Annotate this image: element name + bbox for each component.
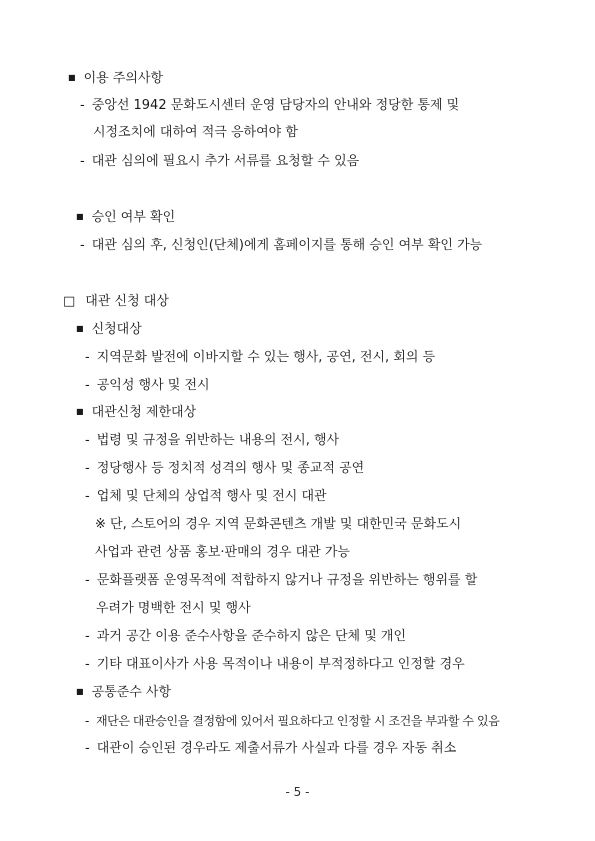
list-item: - 법령 및 규정을 위반하는 내용의 전시, 행사	[85, 433, 340, 448]
square-bullet-icon: ■	[76, 212, 84, 221]
square-bullet-icon: ■	[76, 407, 84, 416]
list-item: - 중앙선 1942 문화도시센터 운영 담당자의 안내와 정당한 통제 및	[80, 98, 460, 113]
square-bullet-icon: ■	[68, 73, 76, 82]
list-item: - 업체 및 단체의 상업적 행사 및 전시 대관	[85, 489, 327, 504]
box-bullet-icon: □	[63, 294, 76, 309]
list-item: - 과거 공간 이용 준수사항을 준수하지 않은 단체 및 개인	[85, 629, 407, 644]
square-bullet-icon: ■	[76, 324, 84, 333]
page-number: - 5 -	[285, 785, 310, 799]
section-heading-usage: ■ 이용 주의사항	[68, 71, 164, 86]
list-item: - 지역문화 발전에 이바지할 수 있는 행사, 공연, 전시, 회의 등	[85, 350, 436, 365]
subsection-heading-eligible: ■ 신청대상	[76, 322, 142, 337]
list-item: - 대관이 승인된 경우라도 제출서류가 사실과 다를 경우 자동 취소	[85, 741, 457, 756]
note-item: ※ 단, 스토어의 경우 지역 문화콘텐츠 개발 및 대한민국 문화도시	[95, 517, 462, 532]
list-item-continuation: 우려가 명백한 전시 및 행사	[96, 601, 251, 616]
list-item: - 대관 심의에 필요시 추가 서류를 요청할 수 있음	[80, 154, 360, 169]
list-item: - 정당행사 등 정치적 성격의 행사 및 종교적 공연	[85, 461, 365, 476]
section-heading-target: □ 대관 신청 대상	[63, 294, 169, 309]
note-item-continuation: 사업과 관련 상품 홍보·판매의 경우 대관 가능	[95, 545, 350, 560]
list-item: - 기타 대표이사가 사용 목적이나 내용이 부적정하다고 인정할 경우	[85, 657, 465, 672]
list-item: - 재단은 대관승인을 결정함에 있어서 필요하다고 인정할 시 조건을 부과할 수 있음	[85, 714, 500, 728]
section-heading-approval: ■ 승인 여부 확인	[76, 210, 176, 225]
subsection-heading-common: ■ 공통준수 사항	[76, 685, 172, 700]
list-item-continuation: 시정조치에 대하여 적극 응하여야 함	[93, 125, 298, 140]
subsection-heading-restricted: ■ 대관신청 제한대상	[76, 405, 197, 420]
square-bullet-icon: ■	[76, 687, 84, 696]
list-item: - 공익성 행사 및 전시	[85, 378, 210, 393]
list-item: - 문화플랫폼 운영목적에 적합하지 않거나 규정을 위반하는 행위를 할	[85, 573, 478, 588]
list-item: - 대관 심의 후, 신청인(단체)에게 홈페이지를 통해 승인 여부 확인 가능	[80, 238, 483, 253]
